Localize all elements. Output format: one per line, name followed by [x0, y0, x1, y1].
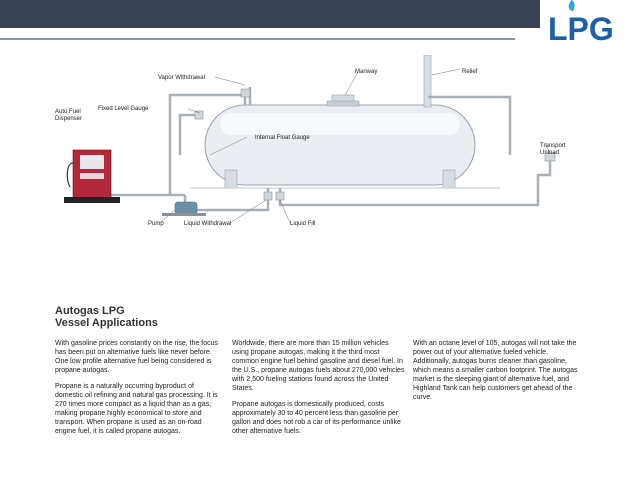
top-banner — [0, 0, 540, 28]
lpg-vessel-diagram — [40, 55, 600, 295]
heading-line-1: Autogas LPG — [55, 305, 125, 317]
header-divider — [0, 38, 515, 40]
lpg-logo — [540, 0, 638, 46]
label-internal-float-gauge: Internal Float Gauge — [255, 135, 310, 141]
label-vapor-withdrawal: Vapor Withdrawal — [158, 75, 205, 81]
article-column-2 — [232, 339, 407, 443]
tank — [205, 105, 475, 185]
manway-fitting — [327, 95, 359, 106]
paragraph: With gasoline prices constantly on the rise, the focus has been put on alternative fuels like never before. One low profile alternative fuel being considered is propane autogas. — [55, 340, 219, 374]
heading-line-2: Vessel Applications — [55, 317, 158, 329]
flame-icon — [569, 0, 575, 11]
label-fixed-level-gauge: Fixed Level Gauge — [98, 106, 149, 112]
article-heading — [55, 305, 158, 329]
label-pump: Pump — [148, 221, 164, 227]
label-auto-fuel-dispenser: Auto Fuel Dispenser — [55, 109, 83, 122]
label-liquid-withdrawal: Liquid Withdrawal — [184, 221, 232, 227]
paragraph: Propane autogas is domestically produced, costs approximately 30 to 40 percent less than gasoline per gallon and does not rob a car of its performance unlike other alternative fuels. — [232, 401, 401, 435]
logo-text: LPG — [548, 11, 614, 46]
paragraph: Propane is a naturally occurring byproduct of domestic oil refining and natural gas processing. It is 270 times more compact as a liquid than as a gas, making propane highly economical to store and transport. When propane is used as an on-road engine fuel, it is called propane autogas. — [55, 383, 218, 435]
paragraph: Worldwide, there are more than 15 million vehicles using propane autogas, making it the third most common engine fuel behind gasoline and diesel fuel. In the U.S., propane autogas fuels about 270,000 vehicles with 2,500 fueling stations found across the United States. — [232, 340, 405, 392]
relief-stack — [424, 55, 431, 107]
label-transport-unload: Transport Unload — [540, 143, 566, 156]
label-relief: Relief — [462, 69, 478, 75]
article-column-1 — [55, 339, 223, 443]
label-liquid-fill: Liquid Fill — [290, 221, 316, 227]
article-column-3 — [413, 339, 583, 409]
paragraph: With an octane level of 105, autogas will not take the power out of your alternative fueled vehicle. Additionally, autogas burns cleaner than gasoline, which means a smaller carbon footprint. The autogas market is the sleeping giant of alternative fuel, and Highland Tank can help customers get ahead of the curve. — [413, 340, 578, 401]
label-manway: Manway — [355, 69, 378, 75]
